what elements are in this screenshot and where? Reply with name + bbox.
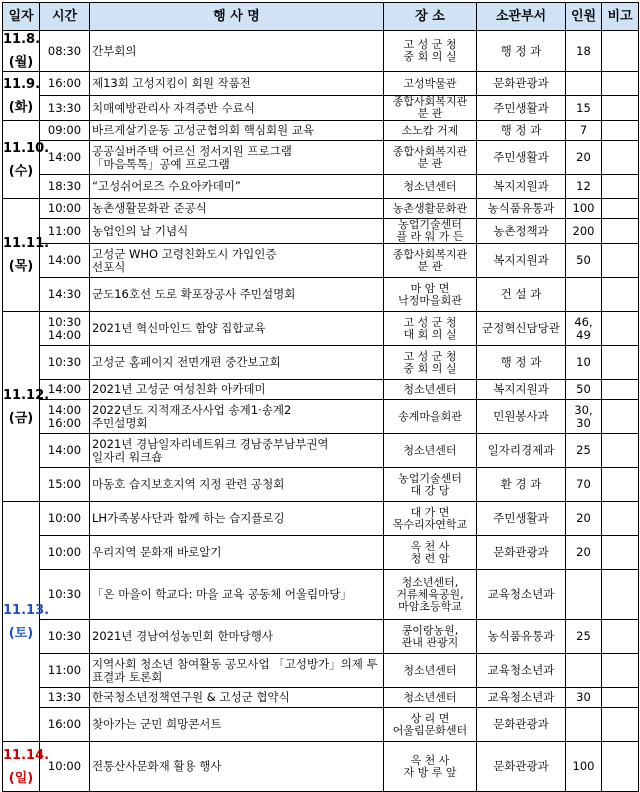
place-cell: 종합사회복지관 분 관 — [384, 244, 477, 278]
table-row — [3, 219, 639, 244]
department-cell: 문화관광과 — [477, 708, 566, 742]
place-cell: 농촌생활문화관 — [384, 199, 477, 219]
event-name-cell: 고성군 홈페이지 전면개편 중간보고회 — [90, 346, 384, 380]
time-cell: 14:00 16:00 — [40, 400, 90, 434]
place-cell: 고 성 군 청 중 회 의 실 — [384, 346, 477, 380]
place-cell: 콩이랑농원, 관내 관광지 — [384, 620, 477, 654]
time-cell: 10:30 — [40, 570, 90, 620]
event-name-cell: 2022년도 지적재조사사업 송계1·송계2 주민설명회 — [90, 400, 384, 434]
note-cell — [602, 96, 639, 121]
attendee-count-cell — [566, 278, 602, 312]
attendee-count-cell: 50 — [566, 244, 602, 278]
table-row — [3, 708, 639, 742]
header-place: 장 소 — [384, 3, 477, 31]
attendee-count-cell: 7 — [566, 121, 602, 141]
note-cell — [602, 244, 639, 278]
time-cell: 10:00 — [40, 742, 90, 792]
place-cell: 상 리 면 어울림문화센터 — [384, 708, 477, 742]
day-of-week: (토) — [8, 625, 34, 641]
event-name-cell: 농촌생활문화관 준공식 — [90, 199, 384, 219]
department-cell: 문화관광과 — [477, 742, 566, 792]
department-cell: 주민생활과 — [477, 141, 566, 175]
attendee-count-cell: 30 — [566, 688, 602, 708]
department-cell: 문화관광과 — [477, 536, 566, 570]
attendee-count-cell: 25 — [566, 434, 602, 468]
place-cell: 청소년센터 — [384, 175, 477, 199]
place-cell: 청소년센터, 거류체육공원, 마암초등학교 — [384, 570, 477, 620]
note-cell — [602, 536, 639, 570]
event-name-cell: 제13회 고성지킴이 회원 작품전 — [90, 72, 384, 96]
department-cell: 주민생활과 — [477, 96, 566, 121]
note-cell — [602, 434, 639, 468]
attendee-count-cell: 30, 30 — [566, 400, 602, 434]
note-cell — [602, 502, 639, 536]
table-row — [3, 175, 639, 199]
date-label: 11.14. — [3, 747, 50, 763]
event-name-cell: 2021년 경남일자리네트워크 경남중부남부권역 일자리 워크숍 — [90, 434, 384, 468]
day-of-week: (월) — [8, 55, 34, 70]
date-label: 11.9. — [3, 77, 41, 92]
attendee-count-cell — [566, 570, 602, 620]
date-label: 11.12. — [3, 387, 50, 403]
event-name-cell: 마동호 습지보호지역 지정 관련 공청회 — [90, 468, 384, 502]
table-row — [3, 536, 639, 570]
department-cell: 문화관광과 — [477, 72, 566, 96]
date-cell — [3, 72, 40, 121]
event-name-cell: LH가족봉사단과 함께 하는 습지플로깅 — [90, 502, 384, 536]
place-cell: 청소년센터 — [384, 380, 477, 400]
department-cell: 민원봉사과 — [477, 400, 566, 434]
day-of-week: (화) — [8, 100, 34, 115]
table-row — [3, 400, 639, 434]
note-cell — [602, 380, 639, 400]
department-cell: 건 설 과 — [477, 278, 566, 312]
place-cell: 고 성 군 청 대 회 의 실 — [384, 312, 477, 346]
place-cell: 청소년센터 — [384, 688, 477, 708]
note-cell — [602, 570, 639, 620]
attendee-count-cell: 10 — [566, 346, 602, 380]
note-cell — [602, 708, 639, 742]
department-cell: 교육청소년과 — [477, 654, 566, 688]
date-cell — [3, 199, 50, 312]
date-cell — [3, 502, 50, 742]
time-cell: 14:00 — [40, 434, 90, 468]
event-name-cell: 찾아가는 군민 희망콘서트 — [90, 708, 384, 742]
table-row — [3, 346, 639, 380]
attendee-count-cell: 46, 49 — [566, 312, 602, 346]
time-cell: 10:00 — [40, 536, 90, 570]
note-cell — [602, 742, 639, 792]
attendee-count-cell — [566, 654, 602, 688]
time-cell: 13:30 — [40, 96, 90, 121]
note-cell — [602, 688, 639, 708]
attendee-count-cell: 15 — [566, 96, 602, 121]
attendee-count-cell: 20 — [566, 536, 602, 570]
time-cell: 16:00 — [40, 708, 90, 742]
table-row — [3, 199, 639, 219]
attendee-count-cell: 50 — [566, 380, 602, 400]
note-cell — [602, 620, 639, 654]
table-row — [3, 312, 639, 346]
place-cell: 종합사회복지관 분 관 — [384, 96, 477, 121]
note-cell — [602, 278, 639, 312]
table-row — [3, 31, 639, 72]
place-cell: 고 성 군 청 중 회 의 실 — [384, 31, 477, 72]
department-cell: 복지지원과 — [477, 175, 566, 199]
department-cell: 농식품유통과 — [477, 199, 566, 219]
department-cell: 행 정 과 — [477, 121, 566, 141]
time-cell: 14:00 — [40, 380, 90, 400]
event-name-cell: 전통산사문화재 활용 행사 — [90, 742, 384, 792]
department-cell: 일자리경제과 — [477, 434, 566, 468]
time-cell: 11:00 — [40, 654, 90, 688]
attendee-count-cell — [566, 72, 602, 96]
header-time: 시간 — [40, 3, 90, 31]
attendee-count-cell: 25 — [566, 620, 602, 654]
schedule-body — [3, 31, 639, 792]
place-cell: 옥 천 사 자 방 루 앞 — [384, 742, 477, 792]
table-row — [3, 141, 639, 175]
department-cell: 행 정 과 — [477, 346, 566, 380]
place-cell: 고성박물관 — [384, 72, 477, 96]
note-cell — [602, 141, 639, 175]
note-cell — [602, 175, 639, 199]
table-row — [3, 688, 639, 708]
event-name-cell: 군도16호선 도로 확포장공사 주민설명회 — [90, 278, 384, 312]
table-row — [3, 278, 639, 312]
table-row — [3, 121, 639, 141]
day-of-week: (목) — [8, 259, 34, 274]
department-cell: 복지지원과 — [477, 244, 566, 278]
table-row — [3, 96, 639, 121]
event-name-cell: 고성군 WHO 고령친화도시 가입인증 선포식 — [90, 244, 384, 278]
place-cell: 청소년센터 — [384, 654, 477, 688]
note-cell — [602, 654, 639, 688]
header-date: 일자 — [3, 3, 40, 31]
event-name-cell: 치매예방관리사 자격증반 수료식 — [90, 96, 384, 121]
time-cell: 14:00 — [40, 141, 90, 175]
attendee-count-cell: 12 — [566, 175, 602, 199]
table-row — [3, 570, 639, 620]
time-cell: 10:30 — [40, 346, 90, 380]
place-cell: 소노캄 거제 — [384, 121, 477, 141]
note-cell — [602, 468, 639, 502]
event-name-cell: “고성쉬어로즈 수요아카데미” — [90, 175, 384, 199]
department-cell: 주민생활과 — [477, 502, 566, 536]
time-cell: 10:00 — [40, 199, 90, 219]
place-cell: 청소년센터 — [384, 434, 477, 468]
event-name-cell: 한국청소년정책연구원 & 고성군 협약식 — [90, 688, 384, 708]
event-name-cell: 바르게살기운동 고성군협의회 핵심회원 교육 — [90, 121, 384, 141]
department-cell: 교육청소년과 — [477, 570, 566, 620]
note-cell — [602, 31, 639, 72]
place-cell: 마 암 면 낙정마을회관 — [384, 278, 477, 312]
table-row — [3, 502, 639, 536]
event-name-cell: 2021년 경남여성농민회 한마당행사 — [90, 620, 384, 654]
place-cell: 농업기술센터 대 강 당 — [384, 468, 477, 502]
day-of-week: (수) — [8, 163, 34, 179]
department-cell: 교육청소년과 — [477, 688, 566, 708]
date-cell — [3, 312, 50, 502]
place-cell: 농업기술센터 플 라 워 가 든 — [384, 219, 477, 244]
table-row — [3, 654, 639, 688]
note-cell — [602, 121, 639, 141]
time-cell: 09:00 — [40, 121, 90, 141]
time-cell: 15:00 — [40, 468, 90, 502]
time-cell: 18:30 — [40, 175, 90, 199]
attendee-count-cell: 18 — [566, 31, 602, 72]
attendee-count-cell: 20 — [566, 141, 602, 175]
place-cell: 대 가 면 목수리자연학교 — [384, 502, 477, 536]
date-label: 11.8. — [3, 32, 41, 47]
note-cell — [602, 219, 639, 244]
department-cell: 복지지원과 — [477, 380, 566, 400]
schedule-table — [2, 2, 639, 792]
place-cell: 옥 천 사 청 련 암 — [384, 536, 477, 570]
day-of-week: (금) — [8, 410, 34, 426]
event-name-cell: 2021년 고성군 여성친화 아카데미 — [90, 380, 384, 400]
department-cell: 농식품유통과 — [477, 620, 566, 654]
date-label: 11.10. — [3, 140, 50, 156]
department-cell: 농촌정책과 — [477, 219, 566, 244]
table-row — [3, 72, 639, 96]
attendee-count-cell: 100 — [566, 742, 602, 792]
table-row — [3, 620, 639, 654]
event-name-cell: 2021년 혁신마인드 함양 집합교육 — [90, 312, 384, 346]
event-name-cell: 간부회의 — [90, 31, 384, 72]
time-cell: 13:30 — [40, 688, 90, 708]
attendee-count-cell: 70 — [566, 468, 602, 502]
time-cell: 14:30 — [40, 278, 90, 312]
table-row — [3, 380, 639, 400]
time-cell: 10:30 — [40, 620, 90, 654]
date-cell — [3, 742, 50, 792]
department-cell: 환 경 과 — [477, 468, 566, 502]
time-cell: 11:00 — [40, 219, 90, 244]
event-name-cell: 우리지역 문화재 바로알기 — [90, 536, 384, 570]
place-cell: 종합사회복지관 분 관 — [384, 141, 477, 175]
note-cell — [602, 346, 639, 380]
time-cell: 14:00 — [40, 244, 90, 278]
header-event: 행 사 명 — [90, 3, 384, 31]
attendee-count-cell: 20 — [566, 502, 602, 536]
event-name-cell: 농업인의 날 기념식 — [90, 219, 384, 244]
time-cell: 10:30 14:00 — [40, 312, 90, 346]
place-cell: 송계마을회관 — [384, 400, 477, 434]
table-row — [3, 434, 639, 468]
table-row — [3, 244, 639, 278]
note-cell — [602, 72, 639, 96]
header-note: 비고 — [602, 3, 639, 31]
event-name-cell: 「온 마을이 학교다: 마을 교육 공동체 어울림마당」 — [90, 570, 384, 620]
header-dept: 소관부서 — [477, 3, 566, 31]
note-cell — [602, 199, 639, 219]
table-row — [3, 468, 639, 502]
attendee-count-cell — [566, 708, 602, 742]
note-cell — [602, 400, 639, 434]
day-of-week: (일) — [8, 770, 34, 786]
date-label: 11.13. — [3, 602, 50, 618]
table-row — [3, 742, 639, 792]
date-label: 11.11. — [3, 236, 50, 251]
note-cell — [602, 312, 639, 346]
event-name-cell: 지역사회 청소년 참여활동 공모사업 「고성방가」의제 투 표결과 토론회 — [90, 654, 384, 688]
date-cell — [3, 31, 40, 72]
event-name-cell: 공공실버주택 어르신 정서지원 프로그램 「마음톡톡」공예 프로그램 — [90, 141, 384, 175]
time-cell: 10:00 — [40, 502, 90, 536]
header-count: 인원 — [566, 3, 602, 31]
time-cell: 16:00 — [40, 72, 90, 96]
attendee-count-cell: 100 — [566, 199, 602, 219]
date-cell — [3, 121, 50, 199]
time-cell: 08:30 — [40, 31, 90, 72]
header-row — [3, 3, 639, 31]
department-cell: 군정혁신담당관 — [477, 312, 566, 346]
attendee-count-cell: 200 — [566, 219, 602, 244]
department-cell: 행 정 과 — [477, 31, 566, 72]
